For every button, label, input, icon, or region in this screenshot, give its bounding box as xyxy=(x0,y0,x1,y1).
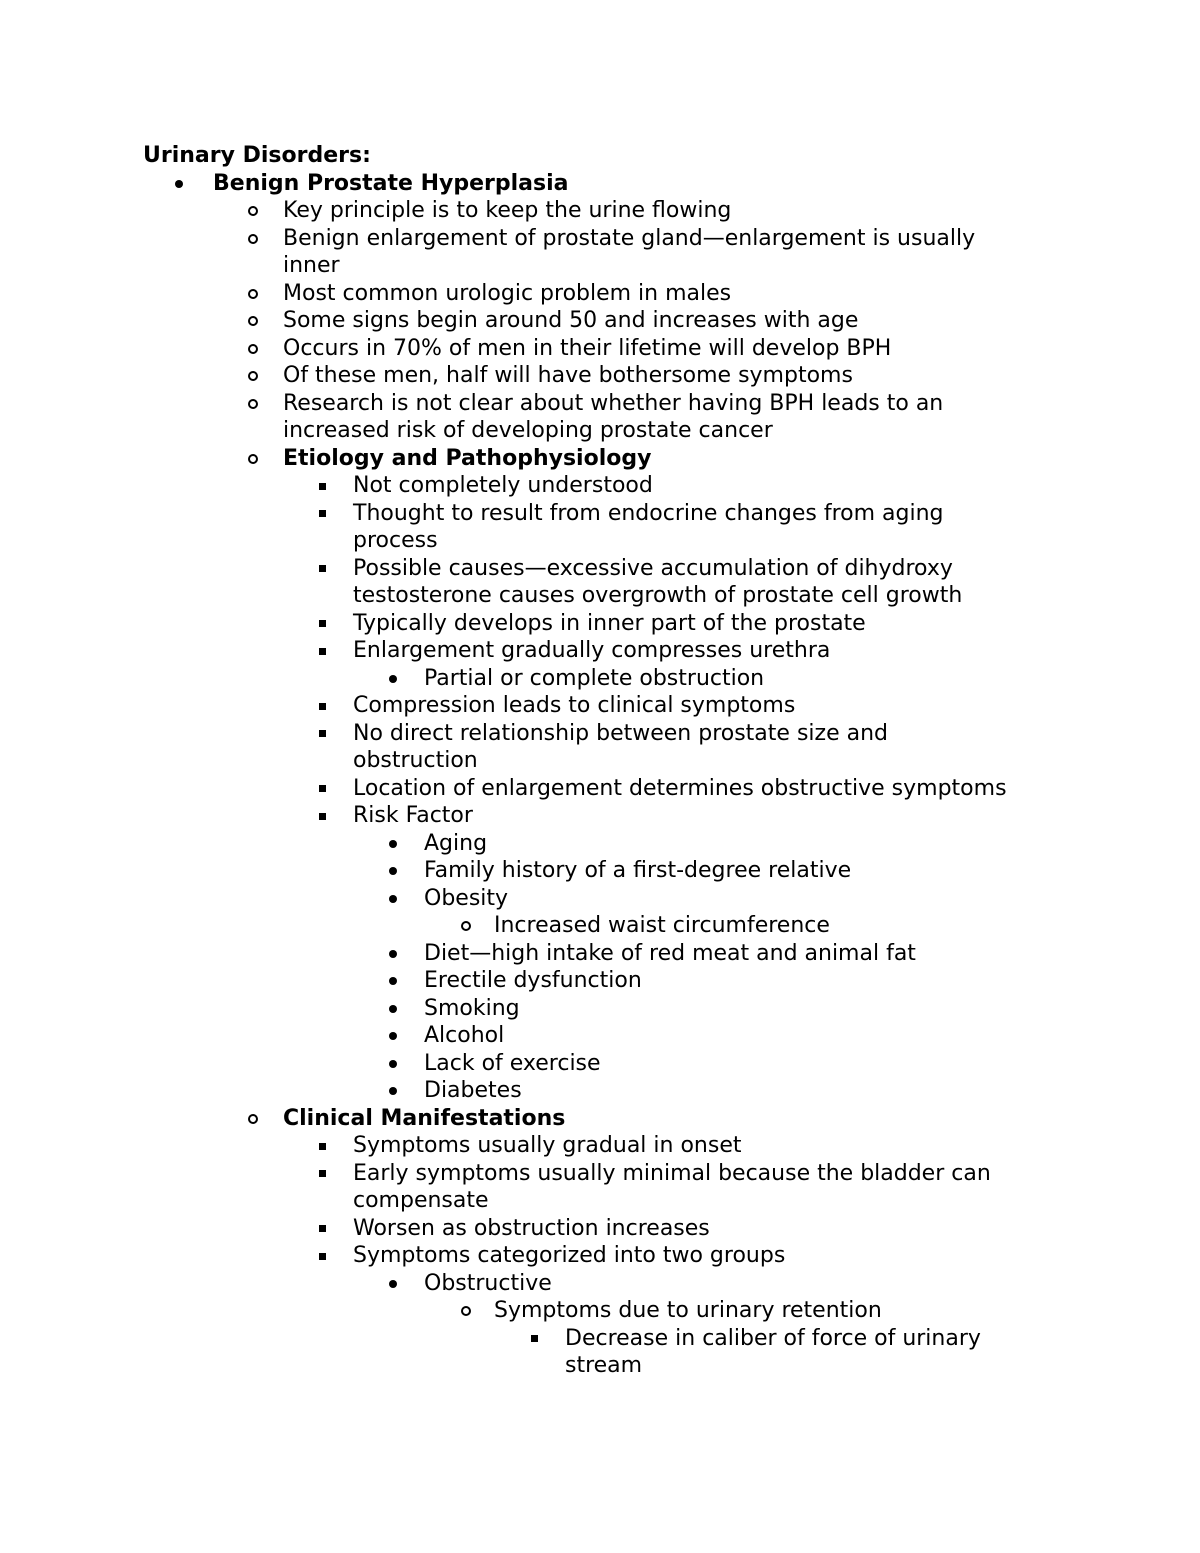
square-bullet-icon xyxy=(319,620,326,627)
circle-bullet-icon xyxy=(248,316,258,326)
square-bullet-icon xyxy=(319,1225,326,1232)
outline-item-text: compensate xyxy=(353,1188,489,1213)
circle-bullet-icon xyxy=(248,399,258,409)
outline-item-text: Some signs begin around 50 and increases with age xyxy=(283,308,859,333)
disc-bullet-icon xyxy=(389,1060,397,1068)
outline-item-text: Symptoms usually gradual in onset xyxy=(353,1133,742,1158)
disc-bullet-icon xyxy=(389,840,397,848)
square-bullet-icon xyxy=(319,730,326,737)
circle-bullet-icon xyxy=(248,206,258,216)
outline-item-text: Thought to result from endocrine changes from aging xyxy=(353,500,944,526)
outline-item-text: No direct relationship between prostate size and xyxy=(353,720,888,746)
disc-bullet-icon xyxy=(389,895,397,903)
disc-bullet-icon xyxy=(389,950,397,958)
outline-item-text: Family history of a first-degree relative xyxy=(424,858,852,883)
outline-item-text: testosterone causes overgrowth of prostate cell growth xyxy=(353,583,963,608)
disc-bullet-icon xyxy=(175,180,183,188)
outline-item-text: Diabetes xyxy=(424,1078,522,1103)
outline-item-text: stream xyxy=(565,1353,643,1378)
disc-bullet-icon xyxy=(389,1032,397,1040)
outline-item-text: Aging xyxy=(424,830,488,856)
square-bullet-icon xyxy=(531,1335,538,1342)
circle-bullet-icon xyxy=(461,1306,471,1316)
circle-bullet-icon xyxy=(248,454,258,464)
outline-item-text: process xyxy=(353,528,438,553)
circle-bullet-icon xyxy=(248,371,258,381)
outline-item-text: obstruction xyxy=(353,748,478,773)
outline-item-text: Symptoms due to urinary retention xyxy=(494,1298,882,1323)
square-bullet-icon xyxy=(319,1253,326,1260)
outline-item-text: Occurs in 70% of men in their lifetime will develop BPH xyxy=(283,335,892,361)
outline-item-text: increased risk of developing prostate cancer xyxy=(283,418,773,443)
disc-bullet-icon xyxy=(389,977,397,985)
outline-item-text: Early symptoms usually minimal because the bladder can xyxy=(353,1160,991,1186)
outline-item-text: Possible causes—excessive accumulation of dihydroxy xyxy=(353,555,953,581)
circle-bullet-icon xyxy=(248,1114,258,1124)
disc-bullet-icon xyxy=(389,1005,397,1013)
outline-item-text: Not completely understood xyxy=(353,473,653,498)
square-bullet-icon xyxy=(319,785,326,792)
circle-bullet-icon xyxy=(461,921,471,931)
square-bullet-icon xyxy=(319,510,326,517)
outline-item-text: Location of enlargement determines obstructive symptoms xyxy=(353,775,1007,801)
disc-bullet-icon xyxy=(389,867,397,875)
document-title: Urinary Disorders: xyxy=(143,143,371,168)
outline-item-text: inner xyxy=(283,253,340,278)
outline-item-text: Etiology and Pathophysiology xyxy=(283,445,652,471)
square-bullet-icon xyxy=(319,1170,326,1177)
circle-bullet-icon xyxy=(248,234,258,244)
outline-item-text: Research is not clear about whether having BPH leads to an xyxy=(283,390,944,416)
outline-item-text: Typically develops in inner part of the prostate xyxy=(353,610,866,636)
outline-item-text: Benign Prostate Hyperplasia xyxy=(213,170,569,196)
outline-item-text: Clinical Manifestations xyxy=(283,1105,566,1131)
disc-bullet-icon xyxy=(389,675,397,683)
outline-item-text: Diet—high intake of red meat and animal fat xyxy=(424,940,916,966)
outline-item-text: Enlargement gradually compresses urethra xyxy=(353,638,831,663)
circle-bullet-icon xyxy=(248,344,258,354)
square-bullet-icon xyxy=(319,1143,326,1150)
outline-item-text: Benign enlargement of prostate gland—enlargement is usually xyxy=(283,225,976,251)
outline-item-text: Alcohol xyxy=(424,1023,505,1048)
outline-item-text: Partial or complete obstruction xyxy=(424,665,765,691)
outline-item-text: Worsen as obstruction increases xyxy=(353,1215,710,1241)
outline-item-text: Obstructive xyxy=(424,1270,552,1296)
outline-item-text: Erectile dysfunction xyxy=(424,968,642,993)
outline-item-text: Key principle is to keep the urine flowing xyxy=(283,198,732,223)
square-bullet-icon xyxy=(319,703,326,710)
outline-item-text: Compression leads to clinical symptoms xyxy=(353,693,796,718)
square-bullet-icon xyxy=(319,565,326,572)
outline-item-text: Symptoms categorized into two groups xyxy=(353,1243,786,1268)
outline-item-text: Increased waist circumference xyxy=(494,913,830,938)
disc-bullet-icon xyxy=(389,1087,397,1095)
disc-bullet-icon xyxy=(389,1280,397,1288)
circle-bullet-icon xyxy=(248,289,258,299)
outline-item-text: Most common urologic problem in males xyxy=(283,280,732,306)
square-bullet-icon xyxy=(319,813,326,820)
outline-item-text: Risk Factor xyxy=(353,803,473,828)
outline-item-text: Decrease in caliber of force of urinary xyxy=(565,1325,981,1351)
outline-item-text: Of these men, half will have bothersome symptoms xyxy=(283,363,853,388)
square-bullet-icon xyxy=(319,648,326,655)
outline-item-text: Obesity xyxy=(424,885,509,911)
square-bullet-icon xyxy=(319,483,326,490)
outline-item-text: Smoking xyxy=(424,995,520,1021)
outline-item-text: Lack of exercise xyxy=(424,1050,601,1076)
